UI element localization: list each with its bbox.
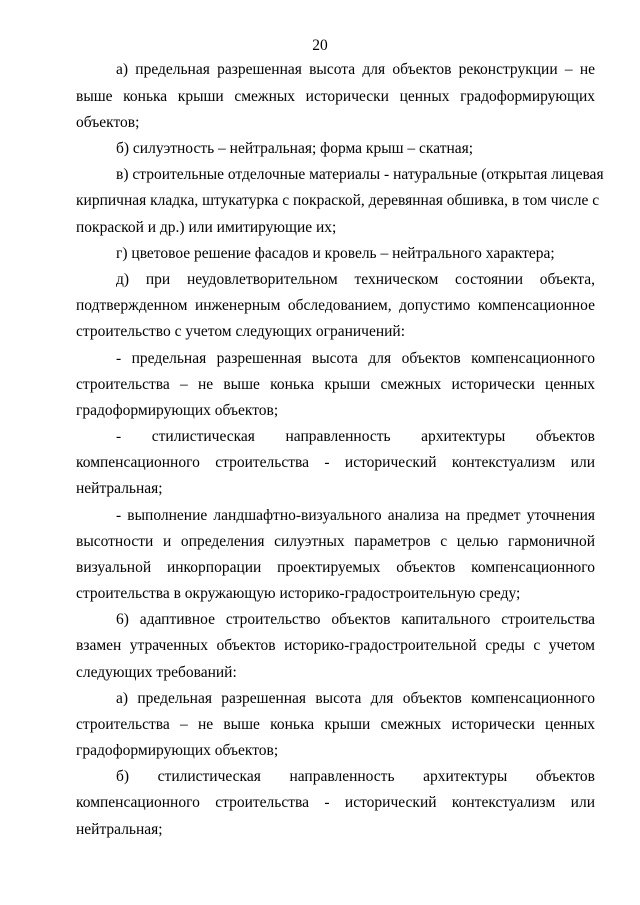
- text-line: компенсационного строительства - исторический контекстуализм или: [76, 454, 595, 471]
- text-line: объектов;: [76, 114, 140, 131]
- text-line: следующих требований:: [76, 664, 237, 681]
- text-line: б) стилистическая направленность архитектуры объектов: [116, 768, 595, 785]
- text-line: - выполнение ландшафтно-визуального анализа на предмет уточнения: [116, 507, 595, 524]
- page-number: 20: [312, 37, 328, 54]
- text-line: нейтральная;: [76, 480, 163, 497]
- text-line: строительство с учетом следующих ограничений:: [76, 323, 406, 340]
- text-line: градоформирующих объектов;: [76, 742, 279, 759]
- text-line: а) предельная разрешенная высота для объектов компенсационного: [116, 690, 595, 707]
- text-line: высотности и определения силуэтных параметров с целью гармоничной: [76, 533, 595, 550]
- text-line: покраской и др.) или имитирующие их;: [76, 219, 337, 236]
- text-line: нейтральная;: [76, 821, 163, 838]
- text-line: д) при неудовлетворительном техническом состоянии объекта,: [116, 271, 595, 288]
- text-line: б) силуэтность – нейтральная; форма крыш – скатная;: [116, 140, 474, 157]
- text-line: взамен утраченных объектов историко-градостроительной среды с учетом: [76, 637, 595, 654]
- text-line: выше конька крыши смежных исторически ценных градоформирующих: [76, 88, 595, 105]
- text-line: компенсационного строительства - исторический контекстуализм или: [76, 794, 595, 811]
- text-line: 6) адаптивное строительство объектов капитального строительства: [116, 611, 595, 628]
- text-line: градоформирующих объектов;: [76, 402, 279, 419]
- text-line: строительства – не выше конька крыши смежных исторически ценных: [76, 716, 595, 733]
- text-line: строительства в окружающую историко-градостроительную среду;: [76, 585, 521, 602]
- text-line: - предельная разрешенная высота для объектов компенсационного: [116, 350, 595, 367]
- text-line: г) цветовое решение фасадов и кровель – нейтрального характера;: [116, 245, 555, 262]
- text-line: в) строительные отделочные материалы - натуральные (открытая лицевая: [116, 166, 604, 183]
- text-line: строительства – не выше конька крыши смежных исторически ценных: [76, 376, 595, 393]
- text-line: визуальной инкорпорации проектируемых объектов компенсационного: [76, 559, 595, 576]
- text-line: кирпичная кладка, штукатурка с покраской, деревянная обшивка, в том числе с: [76, 192, 600, 209]
- text-line: - стилистическая направленность архитектуры объектов: [116, 428, 595, 445]
- text-line: а) предельная разрешенная высота для объектов реконструкции – не: [116, 61, 595, 78]
- text-line: подтвержденном инженерным обследованием, допустимо компенсационное: [76, 297, 595, 314]
